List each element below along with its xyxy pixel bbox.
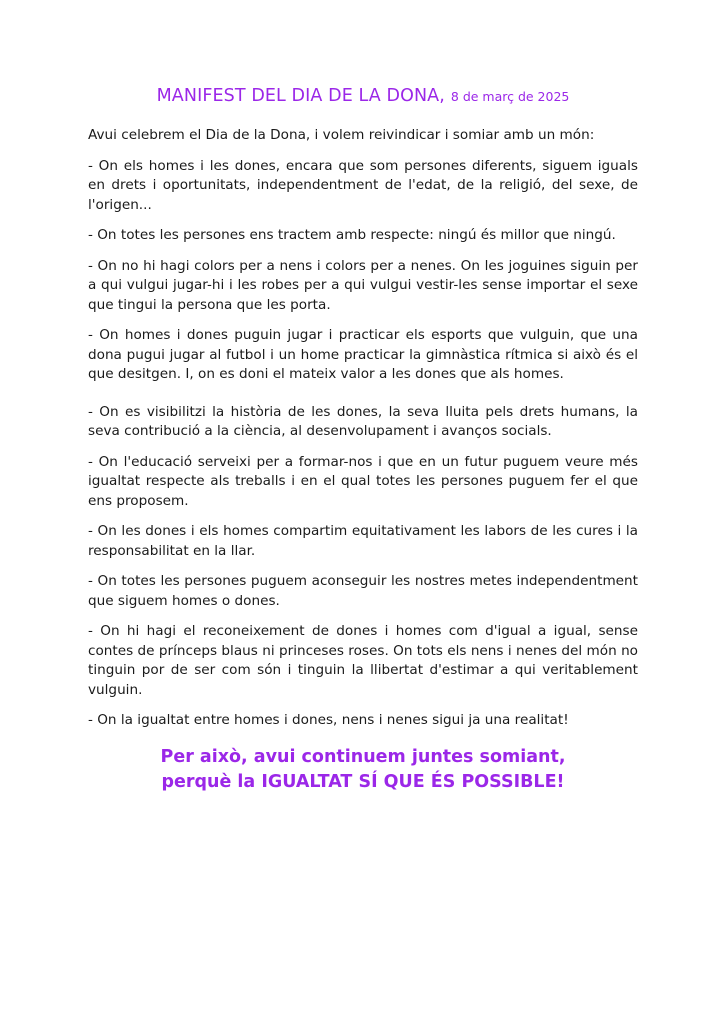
document-title: MANIFEST DEL DIA DE LA DONA, — [156, 86, 445, 106]
manifesto-item: - On no hi hagi colors per a nens i colors per a nenes. On les joguines siguin per a qui vulgui jugar-hi i les robes per a qui vulgui vestir-les sense importar el sexe que tingui la persona que les porta. — [88, 257, 638, 313]
manifesto-document — [88, 86, 638, 795]
manifesto-item: - On totes les persones puguem aconseguir les nostres metes independentment que siguem homes o dones. — [88, 573, 638, 609]
document-date: 8 de març de 2025 — [450, 89, 570, 104]
manifesto-item: - On homes i dones puguin jugar i practicar els esports que vulguin, que una dona pugui jugar al futbol i un home practicar la gimnàstica rítmica si això és el que desitgen. I, on es doni el mateix valor a les dones que als homes. — [88, 327, 638, 382]
manifesto-item: - On hi hagi el reconeixement de dones i homes com d'igual a igual, sense contes de prínceps blaus ni princeses roses. On tots els nens i nenes del món no tinguin por de ser com són i tinguin la llibertat d'estimar a qui veritablement vulguin. — [88, 623, 638, 698]
manifesto-item: - On totes les persones ens tractem amb respecte: ningú és millor que ningú. — [88, 227, 616, 243]
manifesto-item: - On els homes i les dones, encara que som persones diferents, siguem iguals en drets i oportunitats, independentment de l'edat, de la religió, del sexe, de l'origen... — [88, 157, 638, 213]
manifesto-item: - On les dones i els homes compartim equitativament les labors de les cures i la responsabilitat en la llar. — [88, 523, 638, 559]
closing-line-2: perquè la IGUALTAT SÍ QUE ÉS POSSIBLE! — [161, 771, 565, 792]
manifesto-item: - On la igualtat entre homes i dones, nens i nenes sigui ja una realitat! — [88, 712, 569, 728]
closing-line-1: Per això, avui continuem juntes somiant, — [160, 746, 566, 767]
intro-paragraph: Avui celebrem el Dia de la Dona, i volem reivindicar i somiar amb un món: — [88, 127, 595, 143]
manifesto-item: - On es visibilitzi la història de les dones, la seva lluita pels drets humans, la seva contribució a la ciència, al desenvolupament i avanços socials. — [88, 403, 638, 439]
document-header — [88, 86, 638, 106]
closing-statement — [88, 745, 638, 795]
manifesto-item: - On l'educació serveixi per a formar-nos i que en un futur puguem veure més igualtat respecte als treballs i en el qual totes les persones puguem fer el que ens proposem. — [88, 453, 638, 509]
